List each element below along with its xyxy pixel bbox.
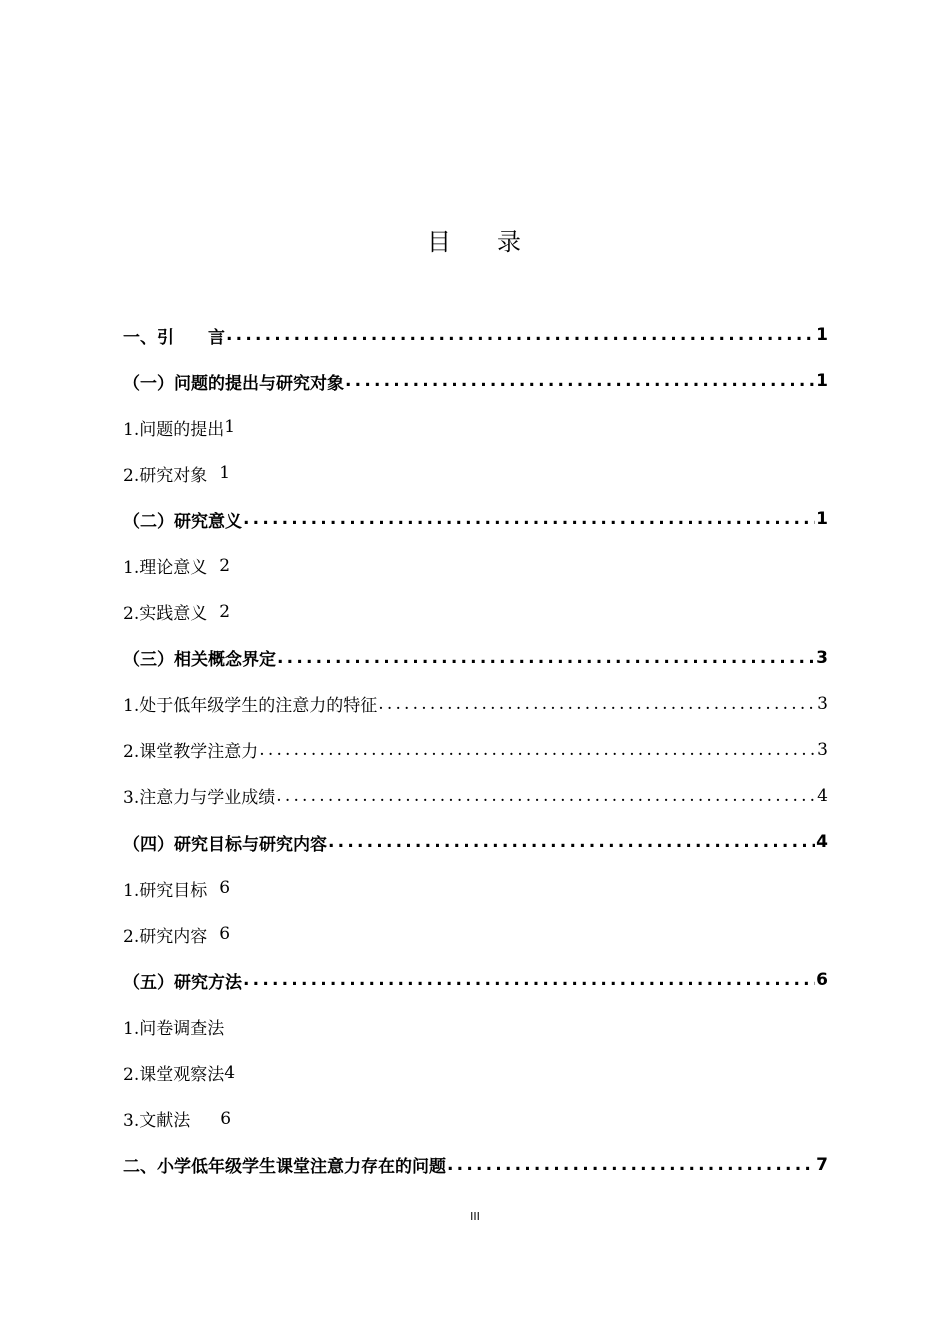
toc-leader-dots — [345, 371, 815, 391]
toc-entry-label: （五）研究方法 — [123, 972, 242, 993]
toc-title — [0, 222, 950, 257]
toc-entry[interactable] — [123, 404, 828, 450]
toc-entry-page: 6 — [219, 878, 231, 899]
toc-leader-dots — [447, 1155, 815, 1175]
toc-entry-label: 2.课堂教学注意力 — [123, 742, 259, 763]
toc-entry-page: 1 — [224, 417, 236, 438]
toc-entry-label: 2.研究对象 — [123, 465, 208, 486]
toc-entry-label: 1.研究目标 — [123, 880, 208, 901]
toc-entry[interactable] — [123, 865, 828, 911]
toc-entry-page: 2 — [219, 555, 231, 576]
toc-entry[interactable] — [123, 496, 828, 542]
toc-entry-label: 二、小学低年级学生课堂注意力存在的问题 — [123, 1157, 446, 1178]
toc-entry-page: 7 — [816, 1154, 828, 1175]
toc-entry-label: 1.问题的提出 — [123, 419, 225, 440]
toc-entry[interactable] — [123, 358, 828, 404]
toc-entry[interactable] — [123, 1050, 828, 1096]
toc-entry-page: 1 — [219, 463, 231, 484]
toc-leader-dots — [243, 509, 815, 529]
toc-entry[interactable] — [123, 1003, 828, 1049]
toc-entry-label: （四）研究目标与研究内容 — [123, 834, 327, 855]
toc-entry[interactable] — [123, 1142, 828, 1188]
toc-entry-page: 1 — [816, 509, 828, 530]
toc-entry-label: 3.注意力与学业成绩 — [123, 788, 276, 809]
toc-entry-page: 3 — [817, 739, 828, 760]
toc-entry-page: 6 — [816, 970, 828, 991]
toc-entry-label: （二）研究意义 — [123, 511, 242, 532]
toc-entry[interactable] — [123, 1096, 828, 1142]
toc-entry-label: 2.研究内容 — [123, 926, 208, 947]
toc-entry-label: 1.理论意义 — [123, 558, 208, 579]
toc-entry-page: 3 — [816, 647, 828, 668]
toc-entry-label: 1.问卷调查法 — [123, 1018, 225, 1039]
toc-entry-label: 2.实践意义 — [123, 604, 208, 625]
page-number-footer: III — [470, 1210, 480, 1223]
toc-entry-label: 2.课堂观察法 — [123, 1065, 225, 1086]
toc-leader-dots — [276, 786, 816, 806]
toc-entry[interactable] — [123, 819, 828, 865]
toc-entry-page: 2 — [219, 601, 231, 622]
toc-entry[interactable] — [123, 681, 828, 727]
toc-entry[interactable] — [123, 542, 828, 588]
toc-entry-page: 3 — [817, 693, 828, 714]
toc-entry[interactable] — [123, 635, 828, 681]
toc-leader-dots — [328, 832, 815, 852]
toc-entry-label: （一）问题的提出与研究对象 — [123, 373, 344, 394]
toc-leader-dots — [226, 325, 815, 345]
toc-leader-dots — [243, 970, 815, 990]
toc-entry-label: 1.处于低年级学生的注意力的特征 — [123, 696, 378, 717]
toc-entry[interactable] — [123, 312, 828, 358]
toc-entry-page: 6 — [220, 1108, 232, 1129]
toc-entry[interactable] — [123, 773, 828, 819]
toc-title-part1: 目 — [427, 228, 453, 256]
toc-entry-label: 3.文献法 — [123, 1111, 191, 1132]
toc-entry-page: 4 — [816, 832, 828, 853]
toc-entry-page: 4 — [224, 1062, 236, 1083]
toc-entry-label: 一、引 言 — [123, 327, 225, 348]
toc-leader-dots — [378, 694, 816, 714]
toc-entry-page: 4 — [817, 785, 828, 806]
toc-entry-label: （三）相关概念界定 — [123, 650, 276, 671]
toc-entry[interactable] — [123, 911, 828, 957]
toc-title-part2: 录 — [497, 228, 523, 256]
toc-leader-dots — [277, 648, 815, 668]
toc-entry-page: 1 — [816, 371, 828, 392]
toc-entry[interactable] — [123, 727, 828, 773]
toc-entry-page: 1 — [816, 325, 828, 346]
toc-entry-page: 6 — [219, 924, 231, 945]
toc-entry[interactable] — [123, 957, 828, 1003]
toc-entry[interactable] — [123, 450, 828, 496]
toc-leader-dots — [259, 740, 816, 760]
table-of-contents — [123, 312, 828, 1188]
toc-entry[interactable] — [123, 589, 828, 635]
